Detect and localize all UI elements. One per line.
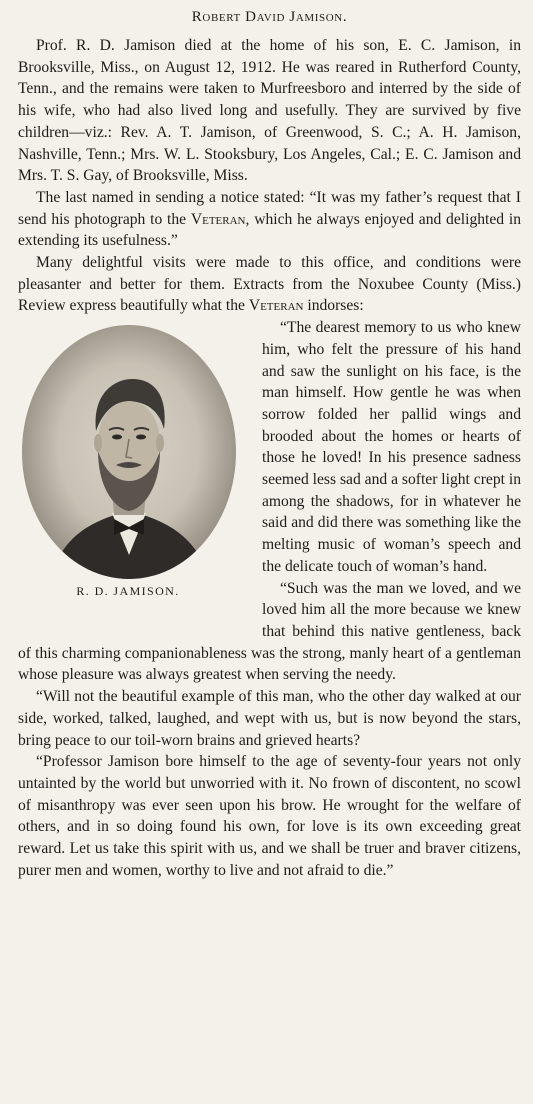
paragraph-7: “Professor Jamison bore himself to the age of seventy-four years not only untainted by the world but unworried with it. No frown of discontent, no scowl of misanthropy was ever seen upon his brow. He wrought for the welfare of others, and in so doing found his own, for love is its own exceeding great reward. Let us take this spirit with us, and we shall be truer and braver citizens, purer men and women, worthy to live and not afraid to die.”	[18, 753, 521, 879]
portrait-image	[20, 323, 238, 581]
portrait-figure	[18, 323, 250, 629]
paragraph-1: Prof. R. D. Jamison died at the home of his son, E. C. Jamison, in Brooksville, Miss., on August 12, 1912. He was reared in Rutherford County, Tenn., and the remains were taken to Murfreesboro and interred by the side of his wife, who had also lived long and usefully. They are survived by five children—viz.: Rev. A. T. Jamison, of Greenwood, S. C.; A. H. Jamison, Nashville, Tenn.; Mrs. W. L. Stooksbury, Los Angeles, Cal.; E. C. Jamison and Mrs. T. S. Gay, of Brooksville, Miss.	[18, 37, 521, 185]
paragraph-3: Many delightful visits were made to this office, and conditions were pleasanter and better for them. Extracts from the Noxubee County (Miss.) Review express beautifully what the Veteran indorses:	[18, 254, 521, 315]
paragraph-5: “Such was the man we loved, and we loved him all the more because we knew that behind this native gentleness, back of this charming companionableness was the strong, manly heart of a gentleman whose pleasure was always greatest when serving the needy.	[18, 579, 521, 684]
paragraph-2: The last named in sending a notice stated: “It was my father’s request that I send his photograph to the Veteran, which he always enjoyed and delighted in extending its usefulness.”	[18, 188, 521, 250]
paragraph-4: “The dearest memory to us who knew him, who felt the pressure of his hand and saw the sunlight on his face, is the man himself. How gentle he was when sorrow folded her pallid wings and brooded about the homes or hearts of those he loved! In his presence sadness seemed less sad and a softer light crept in among the shadows, for in whatever he said and did there was something like the melting music of woman’s speech and the delicate touch of woman’s hand.	[262, 319, 521, 575]
article-title: Robert David Jamison.	[191, 9, 348, 25]
portrait-caption: R. D. JAMISON.	[76, 584, 180, 599]
article	[18, 6, 521, 881]
paragraph-6: “Will not the beautiful example of this man, who the other day walked at our side, worked, talked, laughed, and wept with us, but is now beyond the stars, bring peace to our toil-worn brains and grieved hearts?	[18, 688, 521, 749]
